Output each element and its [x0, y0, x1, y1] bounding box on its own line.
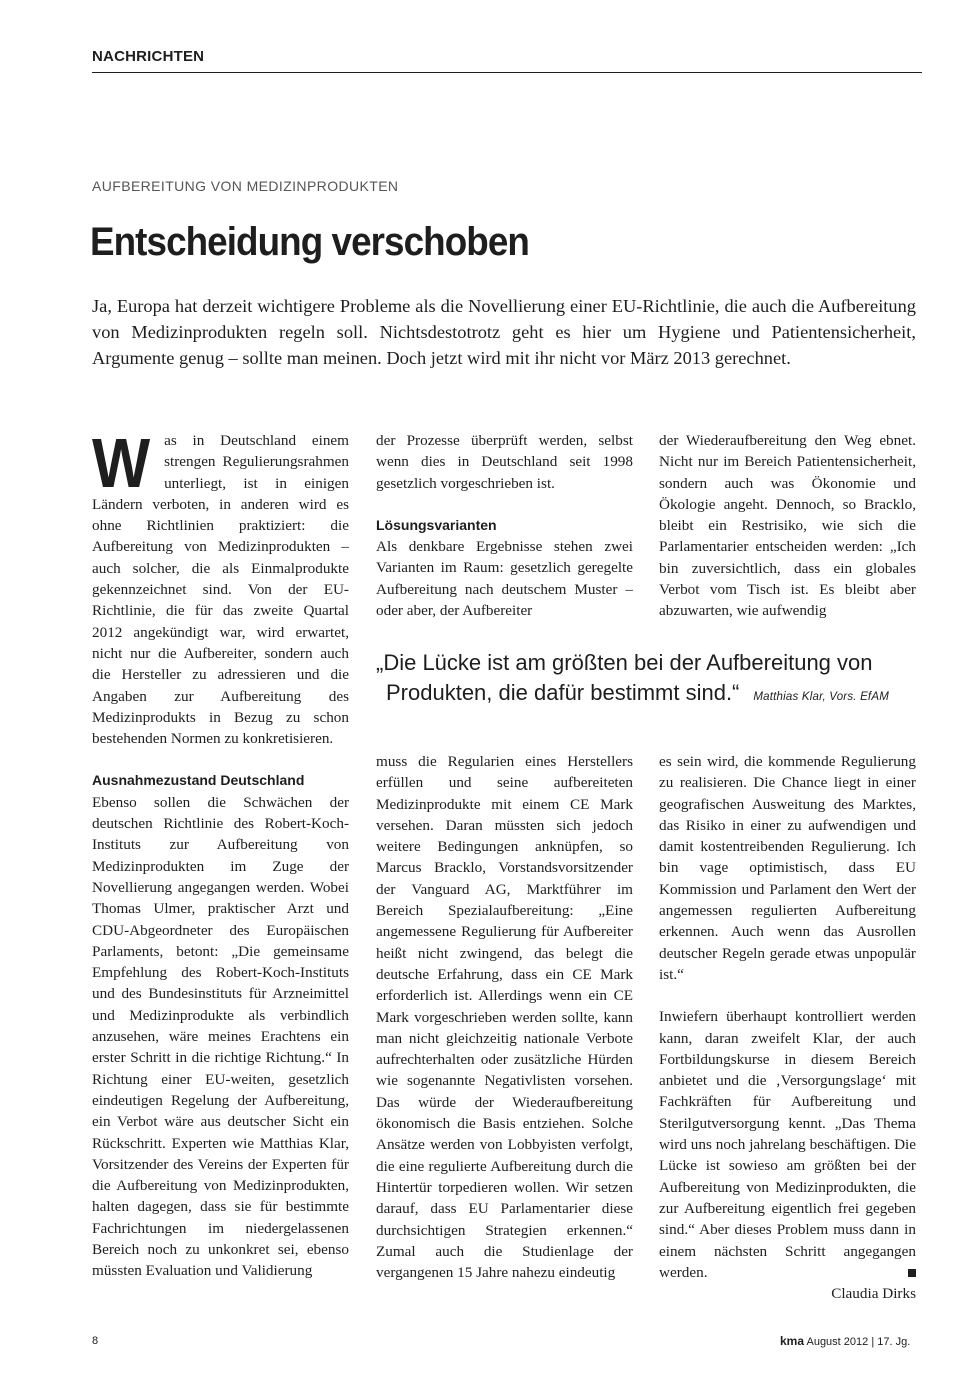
paragraph-closing: [659, 1006, 916, 1283]
article-lead: Ja, Europa hat derzeit wichtigere Probleme als die Novellierung einer EU-Richtlinie, die auch die Aufbereitung von Medizinprodukten regeln soll. Nichtsdestotrotz geht es hier um Hygiene und Patientensicherheit, Argumente genug – sollte man meinen. Doch jetzt wird mit ihr nicht vor März 2013 gerechnet.: [92, 296, 916, 368]
footer-issue: [780, 1334, 910, 1348]
subheading-loesungsvarianten: Lösungsvarianten: [376, 516, 497, 533]
closing-text: Inwiefern überhaupt kontrolliert werden kann, daran zweifelt Klar, der auch Fortbildungskurse in diesem Bereich anbietet und die ‚Versorgungslage‘ mit Fachkräften für Aufbereitung und Sterilgutversorgung kennt. „Das Thema wird uns noch jahrelang beschäftigen. Die Lücke ist sowieso am größten bei der Aufbereitung von Medizinprodukten, die zur Aufbereitung eigentlich frei gegeben sind.“ Aber dieses Problem muss dann in einem nächsten Schritt angegangen werden.: [659, 1008, 916, 1281]
column-3-top: [659, 430, 916, 622]
pull-quote: [376, 648, 921, 712]
article-title: Entscheidung verschoben: [90, 220, 529, 264]
paragraph: der Prozesse überprüft werden, selbst wenn dies in Deutschland seit 1998 gesetzlich vorgeschrieben ist.: [376, 432, 633, 492]
pull-quote-line-1: „Die Lücke ist am größten bei der Aufbereitung von: [376, 650, 873, 675]
page-number: 8: [92, 1335, 99, 1347]
paragraph: muss die Regularien eines Herstellers erfüllen und seine aufbereiteten Medizinprodukte mit einem CE Mark versehen. Daran müssten sich jedoch weitere Bedingungen anknüpfen, so Marcus Bracklo, Vorstandsvorsitzender der Vanguard AG, Marktführer im Bereich Spezialaufbereitung: „Eine angemessene Regulierung für Aufbereiter heißt nicht zwingend, das belegt die deutsche Erfahrung, dass ein CE Mark erforderlich ist. Allerdings wenn ein CE Mark vorgeschrieben werden sollte, kann man nicht gleichzeitig nationale Verbote aufrechterhalten oder zusätzliche Hürden wie sogenannte Negativlisten vorsehen. Das würde der Wiederaufbereitung ökonomisch die Basis entziehen. Solche Ansätze werden von Lobbyisten verfolgt, die eine regulierte Aufbereitung durch die Hintertür torpedieren wollen. Wir setzen darauf, dass EU Parlamentarier diese durchsichtigen Strategien erkennen.“ Zumal auch die Studienlage der vergangenen 15 Jahre nahezu eindeutig: [376, 753, 633, 1282]
article-kicker: AUFBEREITUNG VON MEDIZINPRODUKTEN: [92, 178, 399, 194]
pull-quote-line-2: Produkten, die dafür bestimmt sind.“: [386, 680, 740, 705]
issue-date: August 2012: [806, 1336, 869, 1348]
article-author: Claudia Dirks: [831, 1285, 916, 1303]
paragraph-intro: [92, 424, 349, 749]
subheading-ausnahmezustand: Ausnahmezustand Deutschland: [92, 772, 305, 789]
section-label: NACHRICHTEN: [92, 48, 205, 65]
volume: 17. Jg.: [877, 1336, 911, 1348]
paragraph: Ebenso sollen die Schwächen der deutschen Richtlinie des Robert-Koch-Instituts zur Aufbereitung von Medizinprodukten im Zuge der Novellierung angegangen werden. Wobei Thomas Ulmer, praktischer Arzt und CDU-Abgeordneter des Europäischen Parlaments, betont: „Die gemeinsame Empfehlung des Robert-Koch-Instituts und des Bundesinstituts für Arzneimittel und Medizinprodukte als verbindlich anzusehen, wäre meines Erachtens ein erster Schritt in die richtige Richtung.“ In Richtung einer EU-weiten, gesetzlich eindeutigen Regelung der Aufbereitung, ein Verbot wäre aus deutscher Sicht ein Rückschritt. Experten wie Matthias Klar, Vorsitzender des Vereins der Experten für die Aufbereitung von Medizinprodukten, halten dagegen, dass sie für bestimmte Fachrichtungen im niedergelassenen Bereich noch zu unkonkret sei, ebenso müssten Evaluation und Validierung: [92, 793, 349, 1280]
header-rule: [92, 72, 922, 73]
column-1: [92, 424, 349, 1282]
end-of-article-square-icon: [908, 1269, 916, 1277]
paragraph: es sein wird, die kommende Regulierung zu realisieren. Die Chance liegt in einer geografischen Ausweitung des Marktes, das Risiko in einer zu aufwendigen und damit kostentreibenden Regulierung. Ich bin vage optimistisch, dass EU Kommission und Parlament den Wert der angemessen regulierten Aufbereitung erkennen. Auch wenn das Ausrollen deutscher Regeln gerade etwas unpopulär ist.“: [659, 753, 916, 983]
dropcap: W: [92, 424, 151, 502]
column-2-bottom: [376, 751, 633, 1283]
intro-text: as in Deutschland einem strengen Regulierungsrahmen unterliegt, ist in einigen Ländern verboten, in anderen wird es ohne Richtlinien praktiziert: die Aufbereitung von Medizinprodukten – auch solcher, die als Einmalprodukte gekennzeichnet sind. Von der EU-Richtlinie, die für das zweite Quartal 2012 angekündigt war, wird erwartet, nicht nur die Aufbereiter, sondern auch die Hersteller zu adressieren und die Angaben zur Aufbereitung des Medizinprodukts in Bezug zu schon bestehenden Normen zu konkretisieren.: [92, 432, 349, 748]
paragraph: der Wiederaufbereitung den Weg ebnet. Nicht nur im Bereich Patientensicherheit, sondern auch was Ökonomie und Ökologie angeht. Dennoch, so Bracklo, bleibt ein Restrisiko, wie sich die Parlamentarier entscheiden werden: „Ich bin zuversichtlich, dass ein globales Verbot vom Tisch ist. Es bleibt aber abzuwarten, wie aufwendig: [659, 432, 916, 620]
pull-quote-author: Matthias Klar, Vors. EfAM: [753, 691, 889, 703]
paragraph: Als denkbare Ergebnisse stehen zwei Varianten im Raum: gesetzlich geregelte Aufbereitung nach deutschem Muster – oder aber, der Aufbereiter: [376, 538, 633, 620]
column-3-bottom: [659, 751, 916, 1304]
magazine-logo: kma: [780, 1334, 805, 1348]
footer-separator: |: [871, 1336, 875, 1348]
column-2-top: [376, 430, 633, 621]
